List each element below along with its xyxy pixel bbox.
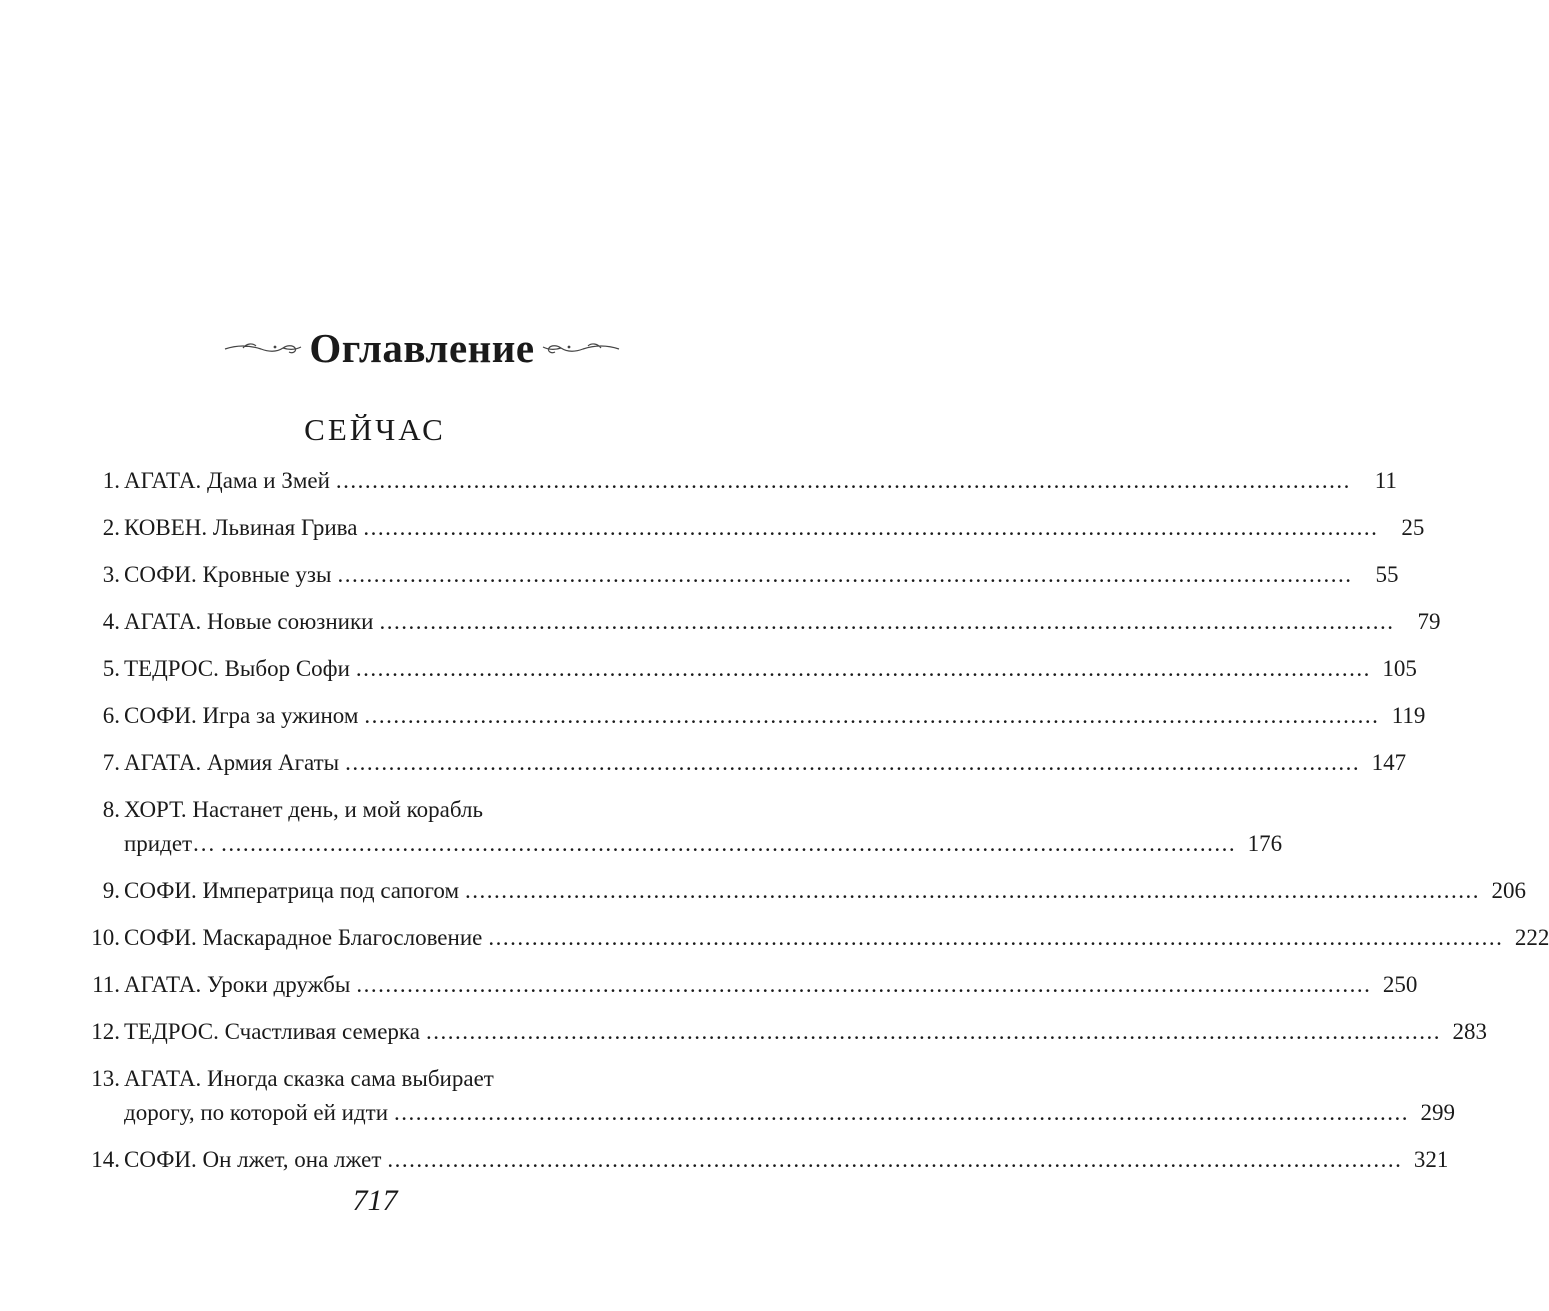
- toc-entry-text-box: [124, 827, 1283, 861]
- toc-entry-page: 79: [1417, 609, 1441, 634]
- toc-entry-page: 222: [1514, 925, 1549, 950]
- left-flourish-ornament: [223, 336, 303, 360]
- toc-entry-line: [0, 1062, 844, 1096]
- toc-entry-title: АГАТА. Уроки дружбы: [124, 972, 351, 997]
- dot-leader: ............................................................................................................................................: [355, 656, 1371, 681]
- toc-entry-number: 6.: [102, 703, 120, 728]
- toc-entry-line: [0, 464, 1397, 498]
- right-flourish-ornament: [541, 336, 621, 360]
- toc-entry-page: 299: [1420, 1100, 1456, 1125]
- toc-entry-title: КОВЕН. Львиная Грива: [124, 515, 358, 540]
- page-title: Оглавление: [309, 324, 535, 371]
- toc-entry-title: ХОРТ. Настанет день, и мой корабль: [124, 797, 483, 822]
- toc-entry-text-box: [124, 605, 1441, 639]
- toc-entry-line: [0, 921, 1549, 955]
- toc-entry-number: 11.: [92, 972, 120, 997]
- toc-entry-text-box: [124, 921, 1549, 955]
- toc-entry-number: 10.: [91, 925, 120, 950]
- dot-leader: ............................................................................................................................................: [345, 750, 1361, 775]
- toc-entry-text-box: [124, 1143, 1449, 1177]
- toc-entry-page: 119: [1391, 703, 1426, 728]
- toc-entry-number: 14.: [91, 1147, 120, 1172]
- dot-leader: ............................................................................................................................................: [387, 1147, 1403, 1172]
- dot-leader: ............................................................................................................................................: [379, 609, 1395, 634]
- toc-entry-text-box: [124, 793, 666, 827]
- toc-entry-number: 4.: [102, 609, 120, 634]
- toc-entry-title: СОФИ. Императрица под сапогом: [124, 878, 459, 903]
- toc-entry-line: [0, 511, 1425, 545]
- dot-leader: ............................................................................................................................................: [356, 972, 1372, 997]
- toc-entry-title: АГАТА. Иногда сказка сама выбирает: [124, 1066, 494, 1091]
- dot-leader: ............................................................................................................................................: [221, 831, 1237, 856]
- toc-entry-text-box: [124, 1062, 666, 1096]
- page-number: 717: [352, 1184, 398, 1217]
- toc-entry-number: 12.: [91, 1019, 120, 1044]
- section-heading: СЕЙЧАС: [304, 412, 446, 447]
- dot-leader: ............................................................................................................................................: [363, 515, 1379, 540]
- toc-entry-text-box: [124, 1096, 1456, 1130]
- toc-entry-title: АГАТА. Армия Агаты: [124, 750, 340, 775]
- toc-entry-title: ТЕДРОС. Выбор Софи: [124, 656, 350, 681]
- toc-entry-title: АГАТА. Новые союзники: [124, 609, 374, 634]
- toc-entry-line: [0, 1096, 1456, 1130]
- toc-entry-line: [0, 968, 1418, 1002]
- dot-leader: ............................................................................................................................................: [364, 703, 1380, 728]
- toc-entry-title: СОФИ. Он лжет, она лжет: [124, 1147, 382, 1172]
- dot-leader: ............................................................................................................................................: [335, 468, 1351, 493]
- toc-entry-title: СОФИ. Кровные узы: [124, 562, 332, 587]
- toc-entry-line: [0, 605, 1441, 639]
- toc-entry-text-box: [124, 746, 1407, 780]
- dot-leader: ............................................................................................................................................: [425, 1019, 1441, 1044]
- toc-entry-page: 206: [1491, 878, 1526, 903]
- toc-entry-text-box: [124, 558, 1399, 592]
- toc-entry-page: 55: [1375, 562, 1399, 587]
- title-row: [0, 318, 844, 378]
- toc-entry-number: 2.: [102, 515, 120, 540]
- toc-entry-text-box: [124, 968, 1418, 1002]
- toc-entry-number: 3.: [102, 562, 120, 587]
- toc-entry-page: 11: [1374, 468, 1397, 493]
- toc-entry-page: 321: [1413, 1147, 1449, 1172]
- toc-entry-title: придет…: [124, 831, 216, 856]
- toc-entry-text-box: [124, 1015, 1487, 1049]
- toc-entry-page: 105: [1382, 656, 1417, 681]
- toc-entry-title: СОФИ. Маскарадное Благословение: [124, 925, 483, 950]
- toc-entry-line: [0, 699, 1426, 733]
- dot-leader: ............................................................................................................................................: [394, 1100, 1410, 1125]
- toc-entry-number: 9.: [102, 878, 120, 903]
- toc-entry-line: [0, 874, 1526, 908]
- toc-entry-page: 25: [1401, 515, 1425, 540]
- toc-entry-title: ТЕДРОС. Счастливая семерка: [124, 1019, 420, 1044]
- toc-entry-text-box: [124, 464, 1397, 498]
- toc-entry-line: [0, 652, 1417, 686]
- toc-entry-text-box: [124, 652, 1417, 686]
- toc-entry-text-box: [124, 874, 1526, 908]
- toc-entry-line: [0, 558, 1399, 592]
- toc-entry-text-box: [124, 699, 1426, 733]
- toc-entry-line: [0, 827, 1283, 861]
- toc-entry-line: [0, 1015, 1487, 1049]
- toc-entry-page: 283: [1452, 1019, 1487, 1044]
- toc-entry-line: [0, 793, 844, 827]
- toc-entry-page: 250: [1382, 972, 1418, 997]
- toc-entry-line: [0, 1143, 1449, 1177]
- dot-leader: ............................................................................................................................................: [465, 878, 1480, 903]
- dot-leader: ............................................................................................................................................: [488, 925, 1504, 950]
- toc-entry-number: 8.: [102, 797, 120, 822]
- toc-entry-title: АГАТА. Дама и Змей: [124, 468, 330, 493]
- toc-entry-number: 5.: [102, 656, 120, 681]
- toc-entry-page: 147: [1371, 750, 1407, 775]
- toc-entry-text-box: [124, 511, 1425, 545]
- toc-entry-page: 176: [1247, 831, 1283, 856]
- toc-entry-number: 7.: [102, 750, 120, 775]
- toc-entry-line: [0, 746, 1407, 780]
- toc-entry-number: 1.: [102, 468, 120, 493]
- toc-entry-number: 13.: [91, 1066, 120, 1091]
- dot-leader: ............................................................................................................................................: [337, 562, 1353, 587]
- toc-entry-title: дорогу, по которой ей идти: [124, 1100, 389, 1125]
- toc-entry-title: СОФИ. Игра за ужином: [124, 703, 359, 728]
